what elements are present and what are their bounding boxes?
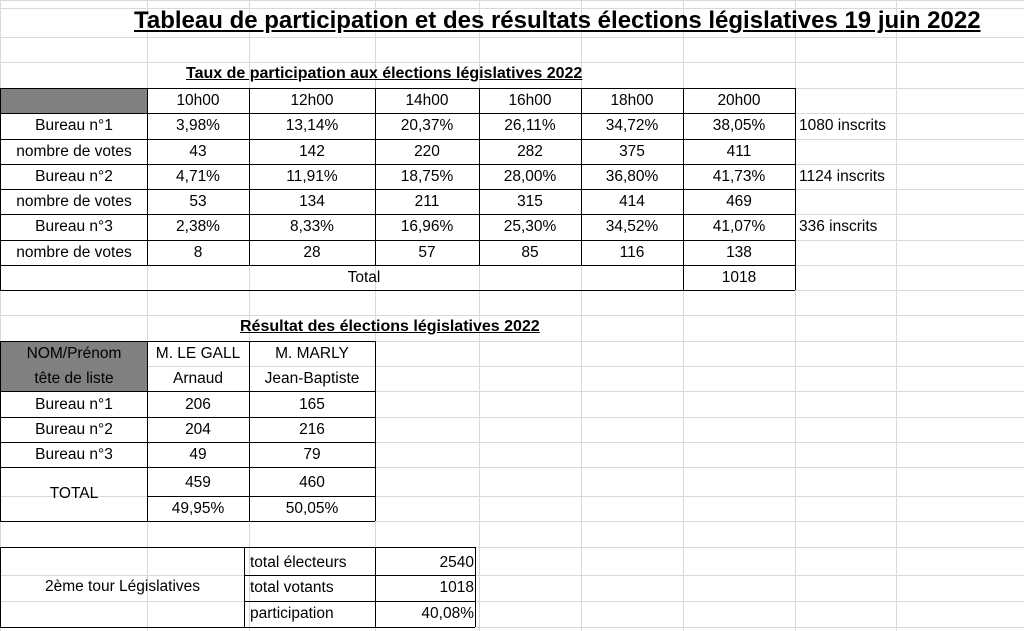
time-header-1: 12h00 xyxy=(290,92,334,109)
participation-cell: 85 xyxy=(521,244,539,261)
participation-cell: 116 xyxy=(619,244,645,261)
participation-cell: 315 xyxy=(517,193,543,210)
summary-row-value: 1018 xyxy=(439,579,474,596)
participation-cell: 26,11% xyxy=(504,117,556,134)
results-percent-value: 50,05% xyxy=(285,500,339,517)
participation-cell: 16,96% xyxy=(400,218,454,235)
results-cell: 79 xyxy=(303,446,321,463)
participation-cell: 20,37% xyxy=(400,117,454,134)
participation-row-label: nombre de votes xyxy=(16,143,132,160)
participation-cell: 25,30% xyxy=(503,218,557,235)
inscrits-note: 1124 inscrits xyxy=(799,168,885,185)
participation-cell: 2,38% xyxy=(176,218,220,235)
participation-cell: 142 xyxy=(299,143,325,160)
results-header-line2: tête de liste xyxy=(34,370,114,387)
results-cell: 204 xyxy=(185,421,211,438)
inscrits-note: 336 inscrits xyxy=(799,218,878,235)
time-header-2: 14h00 xyxy=(405,92,449,109)
time-header-4: 18h00 xyxy=(610,92,654,109)
time-header-0: 10h00 xyxy=(176,92,220,109)
participation-cell: 414 xyxy=(619,193,645,210)
participation-cell: 469 xyxy=(726,193,752,210)
page-title: Tableau de participation et des résultats élections législatives 19 juin 2022 xyxy=(134,7,981,34)
participation-cell: 211 xyxy=(414,193,440,210)
results-percent-value: 49,95% xyxy=(171,500,225,517)
participation-total-value: 1018 xyxy=(721,269,757,286)
results-total-value: 459 xyxy=(185,474,211,491)
participation-cell: 13,14% xyxy=(285,117,339,134)
participation-cell: 220 xyxy=(414,143,440,160)
results-header-line1: NOM/Prénom xyxy=(26,345,122,362)
summary-row-value: 2540 xyxy=(439,554,474,571)
candidate-name-line1: M. MARLY xyxy=(275,345,349,362)
participation-cell: 8,33% xyxy=(290,218,334,235)
participation-cell: 4,71% xyxy=(176,168,220,185)
participation-cell: 138 xyxy=(726,244,752,261)
participation-row-label: Bureau n°1 xyxy=(35,117,113,134)
participation-row-label: nombre de votes xyxy=(16,244,132,261)
participation-cell: 34,52% xyxy=(605,218,659,235)
participation-total-label: Total xyxy=(347,269,381,286)
participation-title: Taux de participation aux élections législatives 2022 xyxy=(186,65,583,82)
inscrits-note: 1080 inscrits xyxy=(799,117,887,134)
results-cell: 206 xyxy=(185,396,211,413)
results-cell: 165 xyxy=(299,396,325,413)
summary-label: 2ème tour Législatives xyxy=(44,578,201,595)
summary-row-label: total votants xyxy=(250,579,334,596)
time-header-5: 20h00 xyxy=(717,92,761,109)
participation-cell: 57 xyxy=(418,244,436,261)
participation-cell: 41,73% xyxy=(712,168,766,185)
participation-cell: 28,00% xyxy=(503,168,557,185)
participation-row-label: nombre de votes xyxy=(16,193,132,210)
summary-row-label: total électeurs xyxy=(250,554,347,571)
participation-row-label: Bureau n°2 xyxy=(35,168,113,185)
participation-cell: 28 xyxy=(303,244,321,261)
results-total-value: 460 xyxy=(299,474,325,491)
participation-cell: 3,98% xyxy=(176,117,220,134)
participation-cell: 41,07% xyxy=(712,218,766,235)
summary-row-value: 40,08% xyxy=(421,605,474,622)
participation-cell: 36,80% xyxy=(605,168,659,185)
participation-cell: 34,72% xyxy=(605,117,659,134)
results-cell: 216 xyxy=(299,421,325,438)
participation-cell: 11,91% xyxy=(286,168,338,185)
results-row-label: Bureau n°1 xyxy=(35,396,113,413)
participation-cell: 411 xyxy=(726,143,752,160)
candidate-name-line2: Arnaud xyxy=(173,370,223,387)
participation-cell: 43 xyxy=(189,143,207,160)
participation-cell: 38,05% xyxy=(712,117,766,134)
results-row-label: Bureau n°2 xyxy=(35,421,113,438)
participation-cell: 8 xyxy=(193,244,203,261)
results-title: Résultat des élections législatives 2022 xyxy=(240,318,540,335)
participation-cell: 282 xyxy=(517,143,543,160)
participation-cell: 53 xyxy=(189,193,207,210)
candidate-name-line1: M. LE GALL xyxy=(155,345,241,362)
participation-cell: 375 xyxy=(619,143,645,160)
participation-row-label: Bureau n°3 xyxy=(35,218,113,235)
time-header-3: 16h00 xyxy=(508,92,552,109)
results-row-label: Bureau n°3 xyxy=(35,446,113,463)
candidate-name-line2: Jean-Baptiste xyxy=(264,370,360,387)
results-cell: 49 xyxy=(189,446,207,463)
results-total-label: TOTAL xyxy=(49,485,99,502)
participation-cell: 18,75% xyxy=(400,168,454,185)
participation-cell: 134 xyxy=(299,193,325,210)
summary-row-label: participation xyxy=(250,605,334,622)
